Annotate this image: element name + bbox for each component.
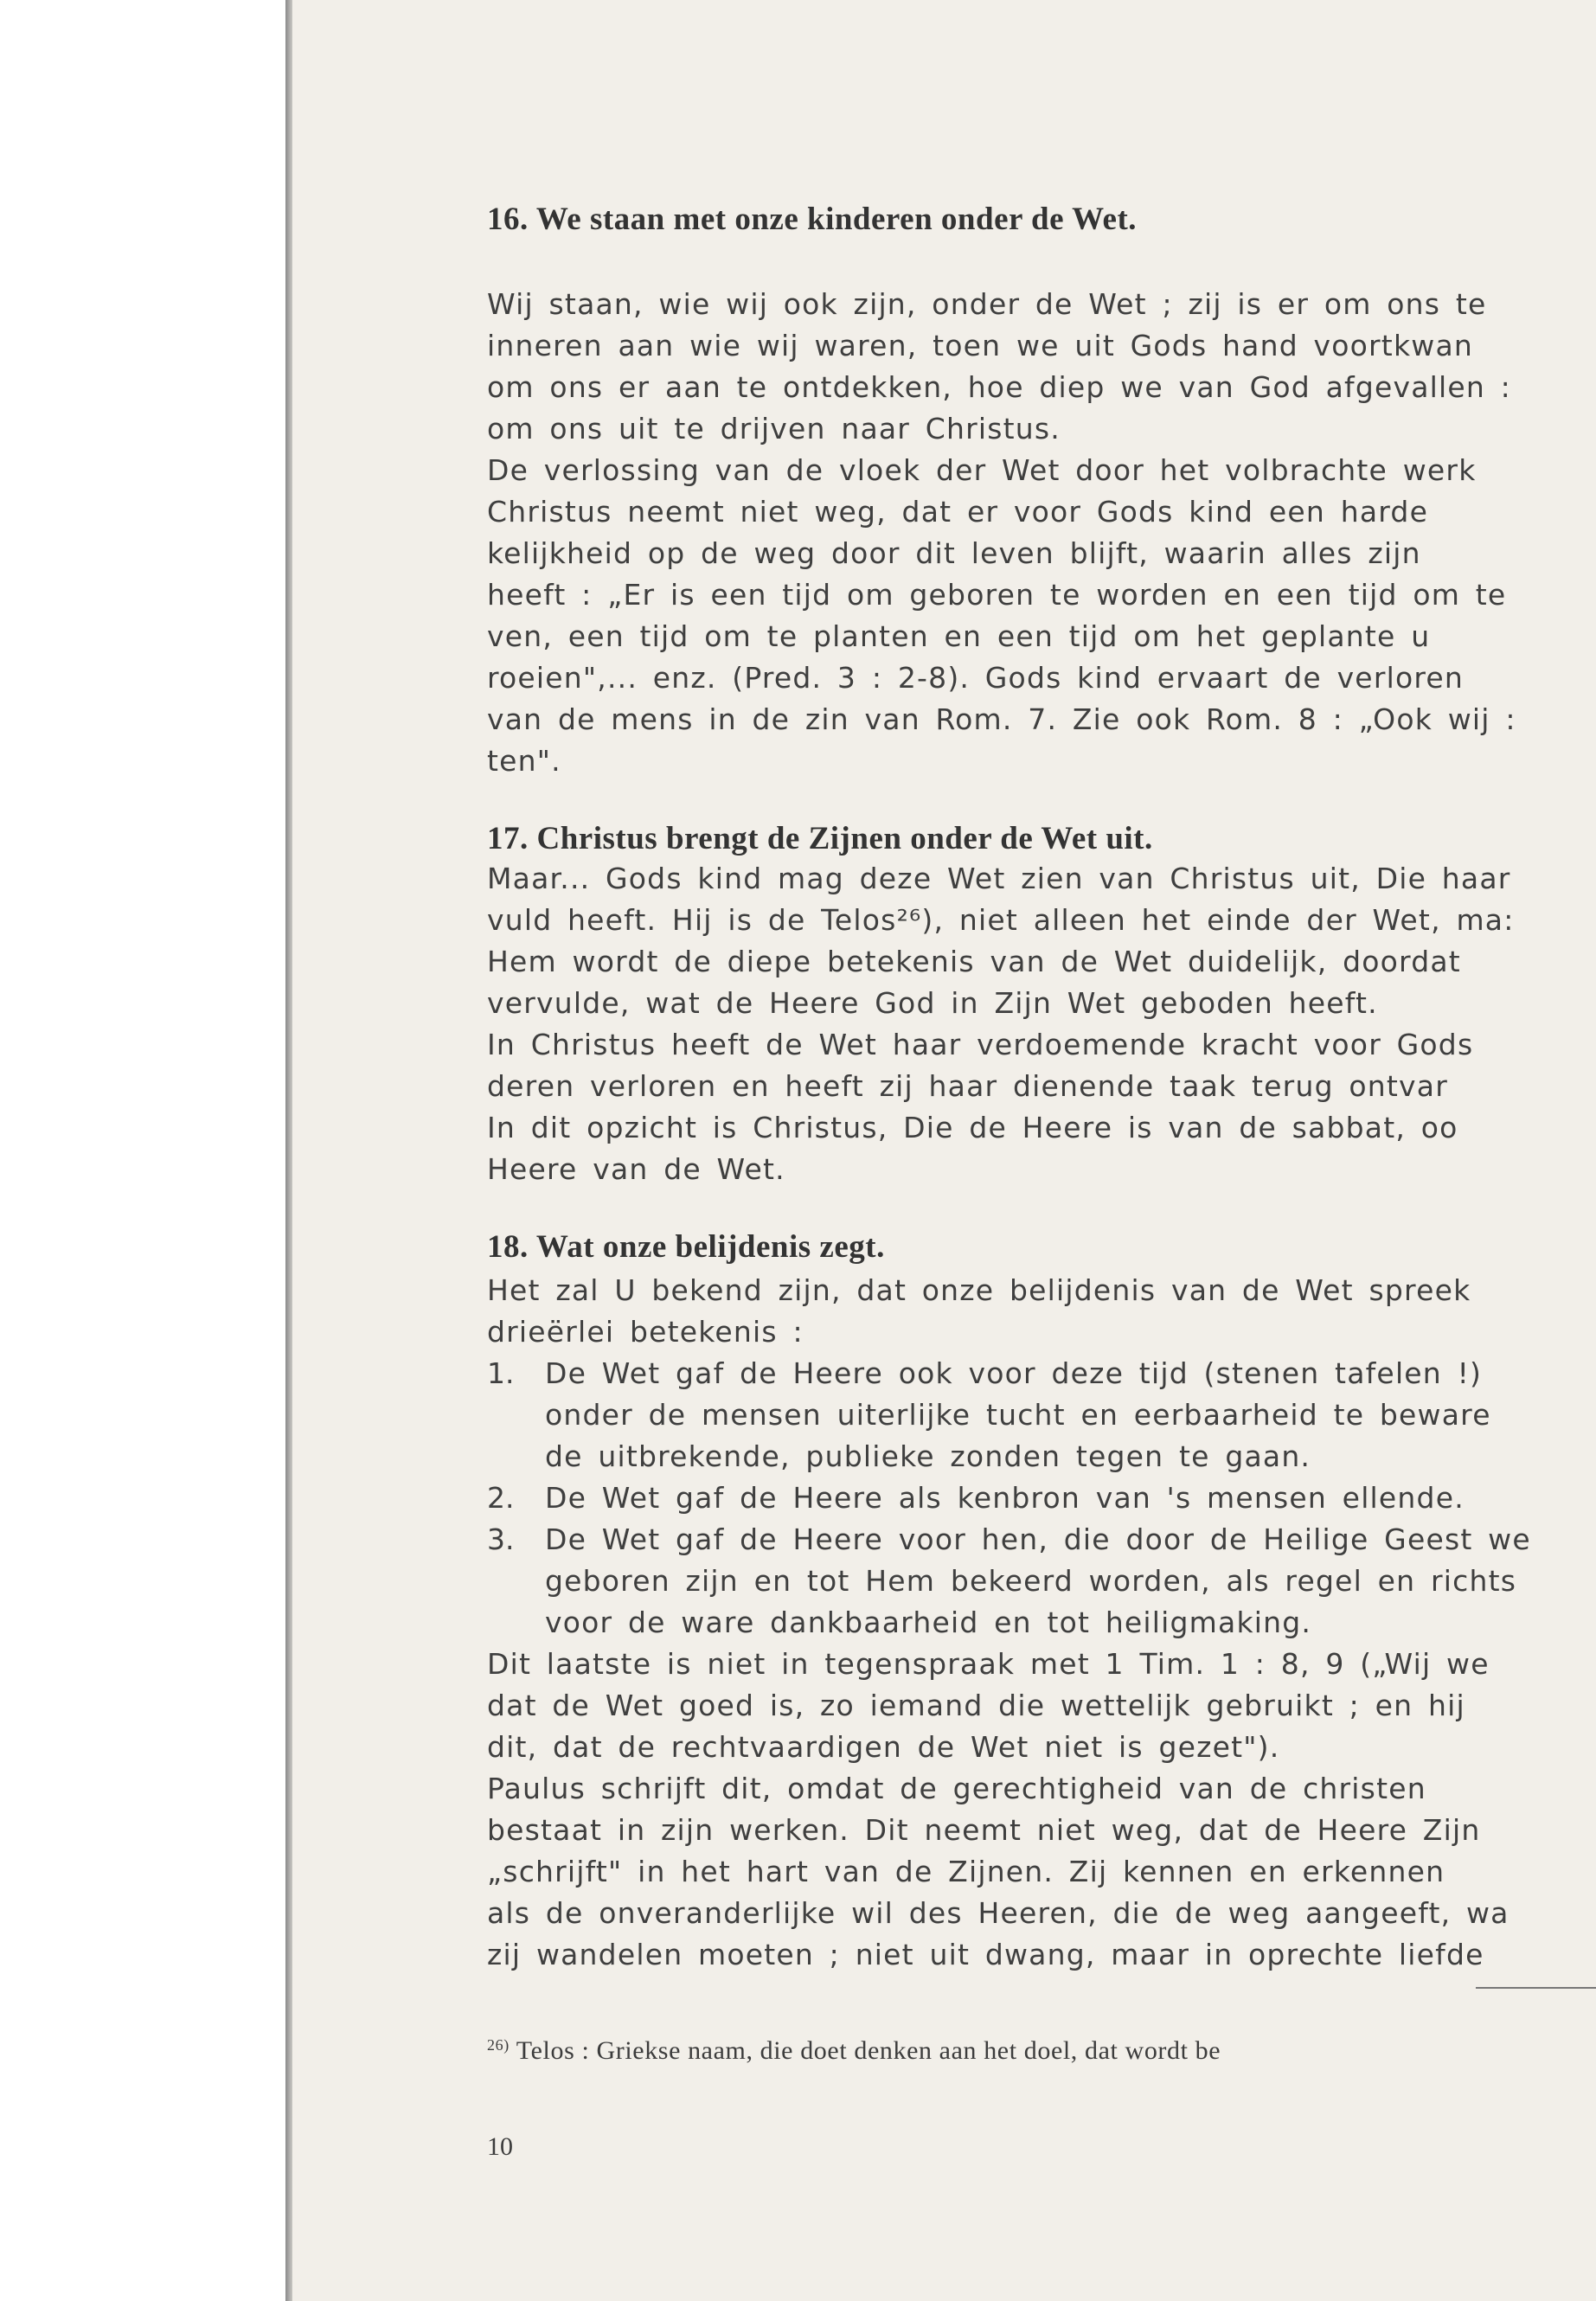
body-line: Paulus schrijft dit, omdat de gerechtigheid van de christen — [487, 1772, 1426, 1805]
body-line: als de onveranderlijke wil des Heeren, die de weg aangeeft, wa — [487, 1896, 1509, 1930]
body-line: Maar... Gods kind mag deze Wet zien van Christus uit, Die haar — [487, 862, 1511, 895]
body-line: Heere van de Wet. — [487, 1152, 785, 1186]
footnote-marker: 26) — [487, 2036, 510, 2054]
body-line: roeien",... enz. (Pred. 3 : 2-8). Gods kind ervaart de verloren — [487, 661, 1464, 695]
body-line: om ons er aan te ontdekken, hoe diep we van God afgevallen : — [487, 370, 1511, 404]
section-heading-18: 18. Wat onze belijdenis zegt. — [487, 1229, 885, 1265]
body-line: Wij staan, wie wij ook zijn, onder de Wet ; zij is er om ons te — [487, 287, 1487, 321]
body-line: De verlossing van de vloek der Wet door het volbrachte werk — [487, 453, 1477, 487]
body-line: Het zal U bekend zijn, dat onze belijdenis van de Wet spreek — [487, 1273, 1471, 1307]
body-line: heeft : „Er is een tijd om geboren te worden en een tijd om te — [487, 578, 1507, 612]
body-line: deren verloren en heeft zij haar dienende taak terug ontvar — [487, 1069, 1448, 1103]
footnote-rule — [1476, 1987, 1596, 1989]
body-line: dit, dat de rechtvaardigen de Wet niet is gezet"). — [487, 1730, 1280, 1764]
footnote — [487, 2036, 1221, 2066]
list-item-line: voor de ware dankbaarheid en tot heiligmaking. — [545, 1606, 1312, 1639]
body-line: In dit opzicht is Christus, Die de Heere is van de sabbat, oo — [487, 1111, 1458, 1144]
list-number: 3. — [487, 1522, 515, 1556]
body-line: bestaat in zijn werken. Dit neemt niet weg, dat de Heere Zijn — [487, 1813, 1481, 1847]
book-page — [292, 0, 1596, 2301]
body-line: ten". — [487, 744, 561, 778]
body-line: Christus neemt niet weg, dat er voor Gods kind een harde — [487, 495, 1429, 529]
list-item-line: De Wet gaf de Heere als kenbron van 's mensen ellende. — [545, 1481, 1465, 1515]
body-line: inneren aan wie wij waren, toen we uit Gods hand voortkwan — [487, 329, 1473, 362]
list-number: 2. — [487, 1481, 515, 1515]
body-line: vuld heeft. Hij is de Telos²⁶), niet alleen het einde der Wet, ma: — [487, 903, 1515, 937]
body-line: kelijkheid op de weg door dit leven blijft, waarin alles zijn — [487, 536, 1421, 570]
body-line: „schrijft" in het hart van de Zijnen. Zij kennen en erkennen — [487, 1855, 1445, 1888]
body-line: zij wandelen moeten ; niet uit dwang, maar in oprechte liefde — [487, 1938, 1484, 1971]
body-line: van de mens in de zin van Rom. 7. Zie ook Rom. 8 : „Ook wij : — [487, 702, 1516, 736]
body-line: vervulde, wat de Heere God in Zijn Wet geboden heeft. — [487, 986, 1378, 1020]
body-line: In Christus heeft de Wet haar verdoemende kracht voor Gods — [487, 1028, 1474, 1061]
body-line: Hem wordt de diepe betekenis van de Wet duidelijk, doordat — [487, 945, 1461, 978]
body-line: ven, een tijd om te planten en een tijd om het geplante u — [487, 619, 1431, 653]
list-item-line: de uitbrekende, publieke zonden tegen te gaan. — [545, 1439, 1311, 1473]
list-item-line: De Wet gaf de Heere ook voor deze tijd (stenen tafelen !) — [545, 1356, 1483, 1390]
section-heading-16: 16. We staan met onze kinderen onder de Wet. — [487, 202, 1138, 237]
list-item-line: onder de mensen uiterlijke tucht en eerbaarheid te beware — [545, 1398, 1491, 1432]
body-line: om ons uit te drijven naar Christus. — [487, 412, 1061, 445]
list-item-line: geboren zijn en tot Hem bekeerd worden, als regel en richts — [545, 1564, 1517, 1598]
body-line: dat de Wet goed is, zo iemand die wettelijk gebruikt ; en hij — [487, 1689, 1465, 1722]
footnote-text: Telos : Griekse naam, die doet denken aan het doel, dat wordt be — [516, 2036, 1221, 2065]
list-number: 1. — [487, 1356, 515, 1390]
body-line: drieërlei betekenis : — [487, 1315, 804, 1349]
list-item-line: De Wet gaf de Heere voor hen, die door de Heilige Geest we — [545, 1522, 1531, 1556]
page-number: 10 — [487, 2132, 513, 2161]
section-heading-17: 17. Christus brengt de Zijnen onder de Wet uit. — [487, 821, 1153, 856]
body-line: Dit laatste is niet in tegenspraak met 1 Tim. 1 : 8, 9 („Wij we — [487, 1647, 1490, 1681]
